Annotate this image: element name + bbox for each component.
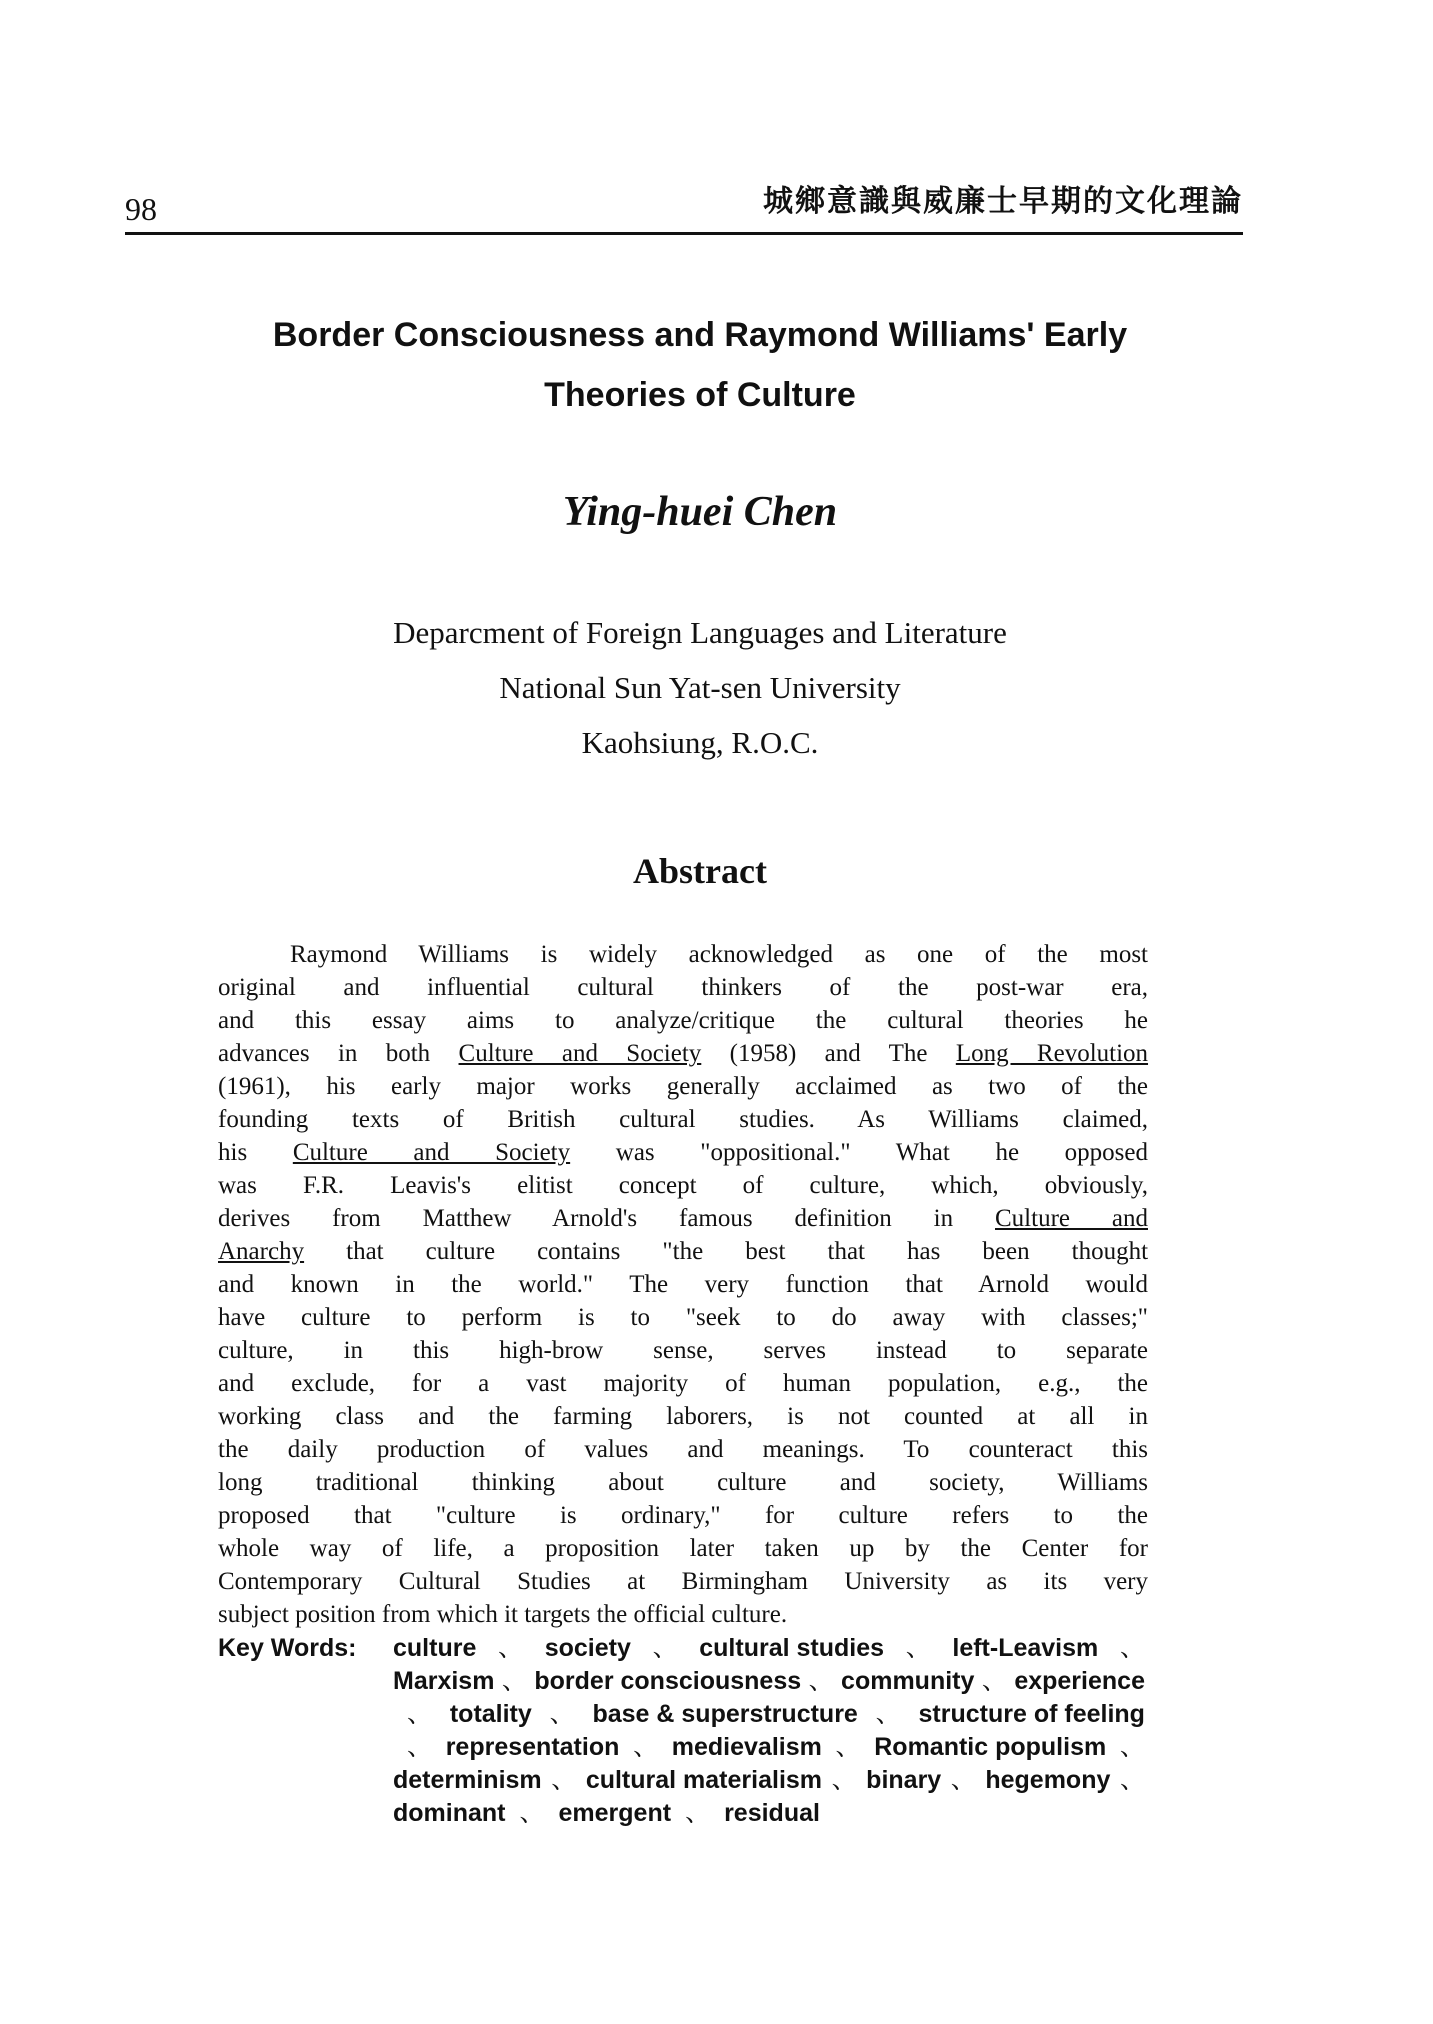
abstract-line: whole way of life, a proposition later taken up by the Center for xyxy=(218,1535,1148,1562)
keyword: community xyxy=(841,1667,975,1695)
keyword-separator: 、 xyxy=(950,1766,976,1794)
book-title-culture-and-society: Culture and Society xyxy=(292,1139,571,1166)
keyword: cultural materialism xyxy=(585,1766,823,1794)
keyword-separator: 、 xyxy=(835,1733,861,1761)
abstract-text: derives from Matthew Arnold's famous definition in xyxy=(218,1205,954,1232)
keyword: experience xyxy=(1014,1667,1145,1695)
keyword: left-Leavism xyxy=(952,1634,1099,1662)
page-header xyxy=(125,170,1243,235)
abstract-line: subject position from which it targets the official culture. xyxy=(218,1601,788,1628)
keyword: binary xyxy=(866,1766,942,1794)
keyword-separator: 、 xyxy=(633,1733,659,1761)
keyword-separator: 、 xyxy=(519,1799,545,1827)
abstract-line: (1961), his early major works generally acclaimed as two of the xyxy=(218,1073,1148,1100)
abstract-line: culture, in this high-brow sense, serves instead to separate xyxy=(218,1337,1148,1364)
abstract-line: have culture to perform is to "seek to do away with classes;" xyxy=(218,1304,1148,1331)
abstract-line: and exclude, for a vast majority of human population, e.g., the xyxy=(218,1370,1148,1397)
book-title-long-revolution: Long Revolution xyxy=(955,1040,1149,1067)
abstract-line: original and influential cultural thinkers of the post-war era, xyxy=(218,974,1148,1001)
keyword: medievalism xyxy=(671,1733,822,1761)
keyword-separator: 、 xyxy=(1119,1766,1145,1794)
abstract-line xyxy=(218,1037,1148,1070)
keyword: determinism xyxy=(393,1766,542,1794)
abstract-line: proposed that "culture is ordinary," for culture refers to the xyxy=(218,1502,1148,1529)
keywords-line xyxy=(393,1764,1145,1797)
keywords-line xyxy=(393,1797,1145,1830)
keyword-separator: 、 xyxy=(551,1766,577,1794)
keyword: cultural studies xyxy=(699,1634,885,1662)
keywords-line xyxy=(393,1632,1145,1665)
affiliation-department: Deparcment of Foreign Languages and Literature xyxy=(393,615,1007,650)
keyword: culture xyxy=(393,1634,477,1662)
keyword-separator: 、 xyxy=(652,1634,678,1662)
abstract-text: his xyxy=(218,1139,248,1166)
keyword: dominant xyxy=(393,1799,506,1827)
abstract-line xyxy=(218,1235,1148,1268)
abstract-line: founding texts of British cultural studies. As Williams claimed, xyxy=(218,1106,1148,1133)
page-number: 98 xyxy=(125,191,157,227)
abstract-line: Raymond Williams is widely acknowledged as one of the most xyxy=(290,941,1148,968)
keyword: Romantic populism xyxy=(874,1733,1107,1761)
abstract-line: was F.R. Leavis's elitist concept of culture, which, obviously, xyxy=(218,1172,1148,1199)
keyword-separator: 、 xyxy=(549,1700,575,1728)
book-title-culture-and-anarchy: Culture and xyxy=(995,1205,1148,1232)
keyword-separator: 、 xyxy=(831,1766,857,1794)
abstract-text: (1958) and The xyxy=(729,1040,928,1067)
keyword: Marxism xyxy=(393,1667,495,1695)
abstract-line: the daily production of values and meanings. To counteract this xyxy=(218,1436,1148,1463)
affiliation-location: Kaohsiung, R.O.C. xyxy=(581,725,819,760)
abstract-line: and this essay aims to analyze/critique the cultural theories he xyxy=(218,1007,1148,1034)
keyword-separator: 、 xyxy=(981,1667,1007,1695)
keyword: representation xyxy=(445,1733,620,1761)
keyword-separator: 、 xyxy=(501,1667,527,1695)
keyword-separator: 、 xyxy=(875,1700,901,1728)
keyword: structure of feeling xyxy=(918,1700,1145,1728)
title-line-1: Border Consciousness and Raymond Williams' Early xyxy=(272,316,1128,354)
keywords-list xyxy=(393,1632,1145,1830)
paper-title xyxy=(200,305,1200,425)
abstract-text: that culture contains "the best that has been thought xyxy=(346,1238,1149,1265)
book-title-culture-and-anarchy: Anarchy xyxy=(218,1238,305,1265)
abstract-line: and known in the world." The very function that Arnold would xyxy=(218,1271,1148,1298)
keyword-separator: 、 xyxy=(498,1634,524,1662)
keyword-separator: 、 xyxy=(407,1700,433,1728)
keywords-line xyxy=(393,1665,1145,1698)
keyword: hegemony xyxy=(985,1766,1111,1794)
keyword-separator: 、 xyxy=(808,1667,834,1695)
abstract-line xyxy=(218,1202,1148,1235)
abstract-text: was "oppositional." What he opposed xyxy=(615,1139,1149,1166)
keyword-separator: 、 xyxy=(1119,1733,1145,1761)
author-name: Ying-huei Chen xyxy=(562,489,838,535)
keywords-line xyxy=(393,1731,1145,1764)
abstract-heading: Abstract xyxy=(633,851,767,891)
keyword: base & superstructure xyxy=(592,1700,858,1728)
keyword: totality xyxy=(449,1700,532,1728)
book-title-culture-and-society: Culture and Society xyxy=(458,1040,702,1067)
keyword-separator: 、 xyxy=(905,1634,931,1662)
keyword-separator: 、 xyxy=(1119,1634,1145,1662)
keyword: residual xyxy=(724,1799,820,1827)
keyword: emergent xyxy=(558,1799,672,1827)
affiliation-university: National Sun Yat-sen University xyxy=(499,670,901,705)
keyword: society xyxy=(544,1634,631,1662)
keywords-label: Key Words: xyxy=(218,1634,357,1662)
abstract-line: working class and the farming laborers, is not counted at all in xyxy=(218,1403,1148,1430)
keyword-separator: 、 xyxy=(407,1733,433,1761)
abstract-line xyxy=(218,1136,1148,1169)
title-line-2: Theories of Culture xyxy=(544,376,856,414)
running-title: 城鄉意識與威廉士早期的文化理論 xyxy=(763,184,1243,219)
abstract-line: long traditional thinking about culture and society, Williams xyxy=(218,1469,1148,1496)
author-affiliation xyxy=(200,605,1200,770)
abstract-text: advances in both xyxy=(218,1040,431,1067)
abstract-body xyxy=(218,938,1148,1631)
abstract-line: Contemporary Cultural Studies at Birmingham University as its very xyxy=(218,1568,1148,1595)
keyword: border consciousness xyxy=(534,1667,802,1695)
keywords-line xyxy=(393,1698,1145,1731)
keyword-separator: 、 xyxy=(685,1799,711,1827)
